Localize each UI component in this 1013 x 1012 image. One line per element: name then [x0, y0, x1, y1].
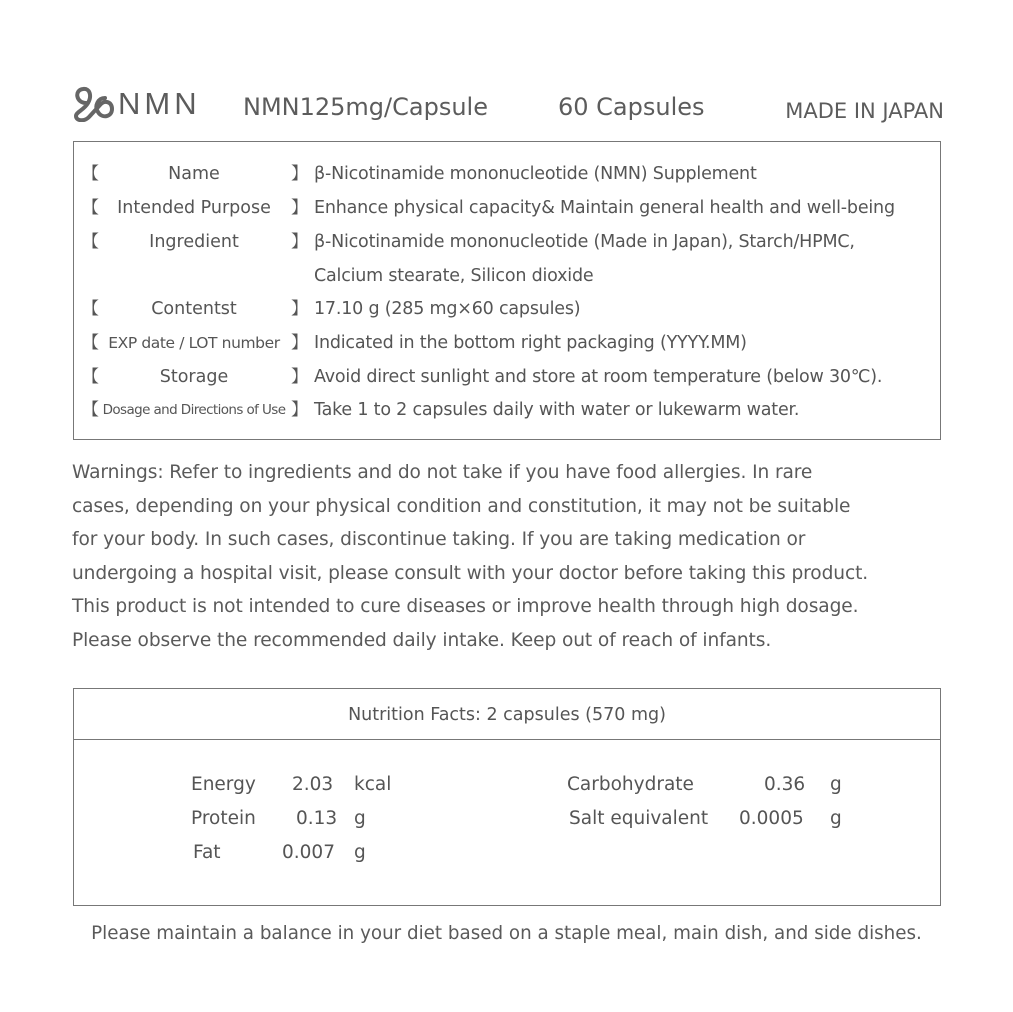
info-row-ingredient — [74, 225, 940, 259]
info-value: Take 1 to 2 capsules daily with water or lukewarm water. — [314, 400, 800, 420]
bracket-close: 】 — [291, 367, 308, 387]
info-label: EXP date / LOT number — [108, 334, 280, 352]
product-header — [72, 84, 944, 130]
info-label: Dosage and Directions of Use — [102, 402, 286, 418]
product-info-table — [73, 141, 941, 440]
info-label: Name — [168, 164, 220, 184]
nutrient-value: 0.0005 — [739, 808, 804, 829]
info-value: β-Nicotinamide mononucleotide (NMN) Supplement — [314, 164, 757, 184]
nutrient-unit: g — [830, 808, 842, 829]
info-row-dosage — [74, 393, 940, 427]
nutrient-name: Carbohydrate — [567, 774, 694, 795]
infinity-loop-logo-icon — [72, 86, 114, 122]
warnings-line: undergoing a hospital visit, please consult with your doctor before taking this product. — [72, 562, 869, 584]
bracket-open: 【 — [82, 198, 99, 218]
bracket-close: 】 — [291, 400, 308, 420]
nutrient-value: 2.03 — [292, 774, 334, 795]
nutrient-value: 0.13 — [296, 808, 338, 829]
info-value: Enhance physical capacity& Maintain general health and well-being — [314, 198, 895, 218]
nutrition-facts-table — [73, 688, 941, 906]
info-label: Ingredient — [149, 232, 239, 252]
warnings-line: cases, depending on your physical condition and constitution, it may not be suitable — [72, 495, 851, 517]
country-of-origin: MADE IN JAPAN — [785, 99, 944, 123]
nutrient-value: 0.36 — [764, 774, 806, 795]
warnings-line: Please observe the recommended daily intake. Keep out of reach of infants. — [72, 629, 772, 651]
info-row-contents — [74, 292, 940, 326]
info-row-ingredient-continued — [74, 259, 940, 293]
bracket-close: 】 — [291, 198, 308, 218]
nutrient-unit: g — [354, 842, 366, 863]
info-value: Indicated in the bottom right packaging (YYYY.MM) — [314, 333, 747, 353]
warnings-line: Warnings: Refer to ingredients and do not take if you have food allergies. In rare — [72, 462, 813, 483]
warnings-line: for your body. In such cases, discontinue taking. If you are taking medication or — [72, 529, 806, 551]
info-label: Contentst — [151, 299, 237, 319]
info-row-exp-lot — [74, 326, 940, 360]
bracket-close: 】 — [291, 232, 308, 252]
nutrient-name: Fat — [193, 842, 221, 863]
nutrient-unit: g — [354, 808, 366, 829]
brand-name: NMN — [118, 86, 201, 121]
bracket-open: 【 — [82, 299, 99, 319]
bracket-open: 【 — [82, 400, 99, 420]
info-row-name — [74, 157, 940, 191]
nutrition-facts-title: Nutrition Facts: 2 capsules (570 mg) — [74, 689, 940, 740]
bracket-open: 【 — [82, 367, 99, 387]
info-label: Storage — [159, 367, 229, 387]
info-label: Intended Purpose — [117, 198, 271, 218]
warnings-paragraph — [72, 456, 948, 658]
nutrient-value: 0.007 — [282, 842, 335, 863]
info-row-storage — [74, 360, 940, 394]
nutrient-unit: kcal — [354, 774, 392, 795]
nutrient-name: Protein — [191, 808, 256, 829]
bracket-open: 【 — [82, 164, 99, 184]
info-value: β-Nicotinamide mononucleotide (Made in Japan), Starch/HPMC, — [314, 232, 855, 252]
nutrient-name: Salt equivalent — [569, 808, 709, 829]
info-row-intended-purpose — [74, 191, 940, 225]
warnings-line: This product is not intended to cure diseases or improve health through high dosage. — [72, 596, 859, 618]
bracket-close: 】 — [291, 333, 308, 353]
capsule-count: 60 Capsules — [558, 93, 705, 121]
info-value: Avoid direct sunlight and store at room temperature (below 30℃). — [314, 367, 883, 387]
bracket-close: 】 — [291, 299, 308, 319]
bracket-open: 【 — [82, 232, 99, 252]
nutrient-name: Energy — [191, 774, 256, 795]
product-strength: NMN125mg/Capsule — [243, 93, 488, 121]
bracket-close: 】 — [291, 164, 308, 184]
info-value: Calcium stearate, Silicon dioxide — [314, 266, 594, 286]
info-value: 17.10 g (285 mg×60 capsules) — [314, 299, 581, 319]
diet-balance-note: Please maintain a balance in your diet based on a staple meal, main dish, and side dishes. — [91, 923, 922, 944]
bracket-open: 【 — [82, 333, 99, 353]
nutrient-unit: g — [830, 774, 842, 795]
